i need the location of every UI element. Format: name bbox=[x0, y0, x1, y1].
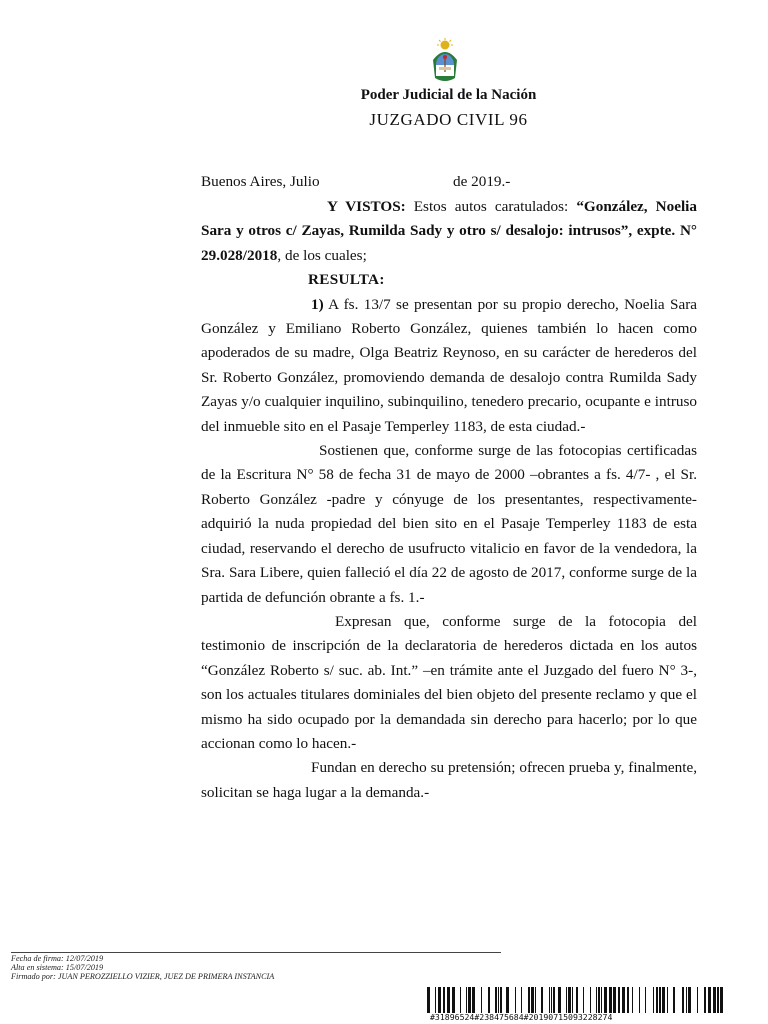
paragraph-3: Expresan que, conforme surge de la fotocopia del testimonio de inscripción de la declaratoria de herederos dictada en los autos “González Roberto s/ suc. ab. Int.” –en trámite ante el Juzgado del fuero N° 3-, son los actuales titulares dominiales del bien objeto del presente reclamo y que el mismo ha sido ocupado por la demandada sin derecho para hacerlo; por lo que accionan como lo hacen.- bbox=[201, 612, 697, 752]
resulta-heading: RESULTA: bbox=[308, 271, 385, 289]
date-place-month: Buenos Aires, Julio bbox=[201, 173, 320, 190]
paragraph-1-number: 1) bbox=[311, 295, 324, 313]
signature-divider bbox=[11, 952, 501, 953]
system-entry-date: Alta en sistema: 15/07/2019 bbox=[11, 963, 104, 972]
vistos-paragraph bbox=[201, 195, 697, 268]
court-name: Poder Judicial de la Nación bbox=[360, 87, 537, 103]
paragraph-2: Sostienen que, conforme surge de las fotocopias certificadas de la Escritura N° 58 de fecha 31 de mayo de 2000 –obrantes a fs. 4/7- , el Sr. Roberto González -padre y cónyuge de los presentantes, respectivamente- adquirió la nuda propiedad del bien sito en el Pasaje Temperley 1183 de esta ciudad, reservando el derecho de usufructo vitalicio en favor de la vendedora, la Sra. Sara Libere, quien falleció el día 22 de agosto de 2017, conforme surge de la partida de defunción obrante a fs. 1.- bbox=[201, 442, 697, 606]
court-number: JUZGADO CIVIL 96 bbox=[369, 110, 528, 129]
date-line bbox=[201, 173, 697, 191]
vistos-closing: , de los cuales; bbox=[277, 246, 367, 264]
vistos-intro: Estos autos caratulados: bbox=[405, 198, 577, 215]
barcode-number: #31896524#238475684#20190715093228274 bbox=[430, 1012, 613, 1022]
date-year: de 2019.- bbox=[453, 173, 511, 190]
document-body bbox=[201, 195, 697, 805]
argentina-coat-of-arms-icon bbox=[427, 38, 463, 84]
vistos-heading: Y VISTOS: bbox=[327, 198, 406, 215]
paragraph-1-text: A fs. 13/7 se presentan por su propio derecho, Noelia Sara González y Emiliano Roberto González, quienes también lo hacen como apoderados de su madre, Olga Beatriz Reynoso, en su carácter de herederos del Sr. Roberto González, promoviendo demanda de desalojo contra Rumilda Sady Zayas y/o cualquier inquilino, subinquilino, tenedero precario, ocupante e intruso del inmueble sito en el Pasaje Temperley 1183, de esta ciudad.- bbox=[201, 295, 697, 435]
barcode-icon bbox=[427, 987, 727, 1013]
case-caption: “González, Noelia Sara y otros c/ Zayas, Rumilda Sady y otro s/ desalojo: intrusos”, expte. N° 29.028/2018 bbox=[201, 198, 697, 264]
paragraph-1 bbox=[201, 293, 697, 439]
paragraph-4: Fundan en derecho su pretensión; ofrecen prueba y, finalmente, solicitan se haga lugar a la demanda.- bbox=[201, 759, 697, 801]
signed-by: Firmado por: JUAN PEROZZIELLO VIZIER, JUEZ DE PRIMERA INSTANCIA bbox=[11, 972, 275, 981]
signature-date: Fecha de firma: 12/07/2019 bbox=[11, 954, 104, 963]
